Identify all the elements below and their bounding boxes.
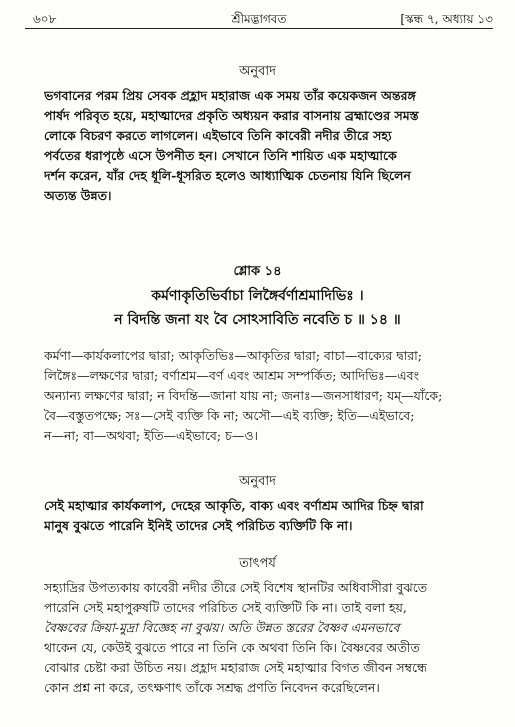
text-line: লিঙ্গৈঃ—লক্ষণের দ্বারা; বর্ণাশ্রম—বর্ণ এবং আশ্রম সম্পর্কিত; আদিভিঃ—এবং <box>44 368 420 383</box>
text-line: লোকে বিচরণ করতে লাগলেন। এইভাবে তিনি কাবেরী নদীর তীরে সহ্য <box>44 128 392 143</box>
shloka-verse <box>0 284 515 332</box>
text-line: সহ্যাদ্রির উপত্যকায় কাবেরী নদীর তীরে সেই বিশেষ স্থানটির অধিবাসীরা বুঝতে <box>44 580 428 595</box>
text-line: পার্ষদ পরিবৃত হয়ে, মহাত্মাদের প্রকৃতি অধ্যয়ন করার বাসনায় ব্রহ্মাণ্ডের সমস্ত <box>44 108 419 123</box>
shloka-heading: শ্লোক ১৪ <box>233 264 282 279</box>
synonyms-paragraph <box>44 346 504 446</box>
text-line: পর্বতের ধরাপৃষ্ঠে এসে উপনীত হন। সেখানে তিনি শায়িত এক মহাত্মাকে <box>44 148 397 163</box>
text-line: ভগবানের পরম প্রিয় সেবক প্রহ্লাদ মহারাজ এক সময় তাঁর কয়েকজন অন্তরঙ্গ <box>44 88 416 103</box>
book-title: শ্রীমদ্ভাগবত <box>231 12 287 26</box>
page-number: ৬০৮ <box>33 12 57 26</box>
text-line: দর্শন করেন, যাঁর দেহ ধূলি-ধূসরিত হলেও আধ্যাত্মিক চেতনায় যিনি ছিলেন <box>44 168 411 183</box>
tatparya-paragraph <box>44 578 504 698</box>
text-line: বৈষ্ণবের ক্রিয়া-মুদ্রা বিজ্ঞেহ না বুঝয়। অতি উন্নত স্তরের বৈষ্ণব এমনভাবে <box>44 620 400 635</box>
anubad-heading-1: অনুবাদ <box>239 64 276 79</box>
text-line: অন্যান্য লক্ষণের দ্বারা; ন বিদন্তি—জানা যায় না; জনাঃ—জনসাধারণ; যম্—যাঁকে; <box>44 388 443 403</box>
text-line: কর্মণা—কার্যকলাপের দ্বারা; আকৃতিভিঃ—আকৃতির দ্বারা; বাচা—বাক্যের দ্বারা; <box>44 348 422 363</box>
page-header <box>25 8 493 28</box>
verse-line: কর্মণাকৃতিভির্বাচা লিঙ্গৈর্বর্ণাশ্রমাদিভিঃ । <box>151 288 364 304</box>
text-line: সেই মহাত্মার কার্যকলাপ, দেহের আকৃতি, বাক্য এবং বর্ণাশ্রম আদির চিহ্ন দ্বারা <box>44 498 424 513</box>
text-line: থাকেন যে, কেউই বুঝতে পারে না তিনি কে অথবা তিনি কি। বৈষ্ণবের অতীত <box>44 640 420 655</box>
section-reference: [স্কন্ধ ৭, অধ্যায় ১৩ <box>400 12 493 26</box>
anubad-paragraph-1 <box>44 86 504 206</box>
text-line: বোঝার চেষ্টা করা উচিত নয়। প্রহ্লাদ মহারাজ সেই মহাত্মার বিগত জীবন সম্বন্ধে <box>44 660 427 675</box>
text-line: ন—না; বা—অথবা; ইতি—এইভাবে; চ—ও। <box>44 428 258 443</box>
text-line: অত্যন্ত উন্নত। <box>44 188 112 203</box>
text-line: বৈ—বস্তুতপক্ষে; সঃ—সেই ব্যক্তি কি না; অসৌ—এই ব্যক্তি; ইতি—এইভাবে; <box>44 408 415 423</box>
verse-line: ন বিদন্তি জনা যং বৈ সোঽসাবিতি নবেতি চ ॥ ১৪ ॥ <box>114 312 401 328</box>
text-line: পারেনি সেই মহাপুরুষটি তাদের পরিচিত সেই ব্যক্তিটি কি না। তাই বলা হয়, <box>44 600 407 615</box>
anubad-paragraph-2 <box>44 496 504 536</box>
tatparya-heading: তাৎপর্য <box>239 556 276 571</box>
text-line: মানুষ বুঝতে পারেনি ইনিই তাদের সেই পরিচিত ব্যক্তিটি কি না। <box>44 518 353 533</box>
anubad-heading-2: অনুবাদ <box>239 474 276 489</box>
text-line: কোন প্রশ্ন না করে, তৎক্ষণাৎ তাঁকে সশ্রদ্ধ প্রণতি নিবেদন করেছিলেন। <box>44 680 380 695</box>
header-rule <box>25 28 493 29</box>
